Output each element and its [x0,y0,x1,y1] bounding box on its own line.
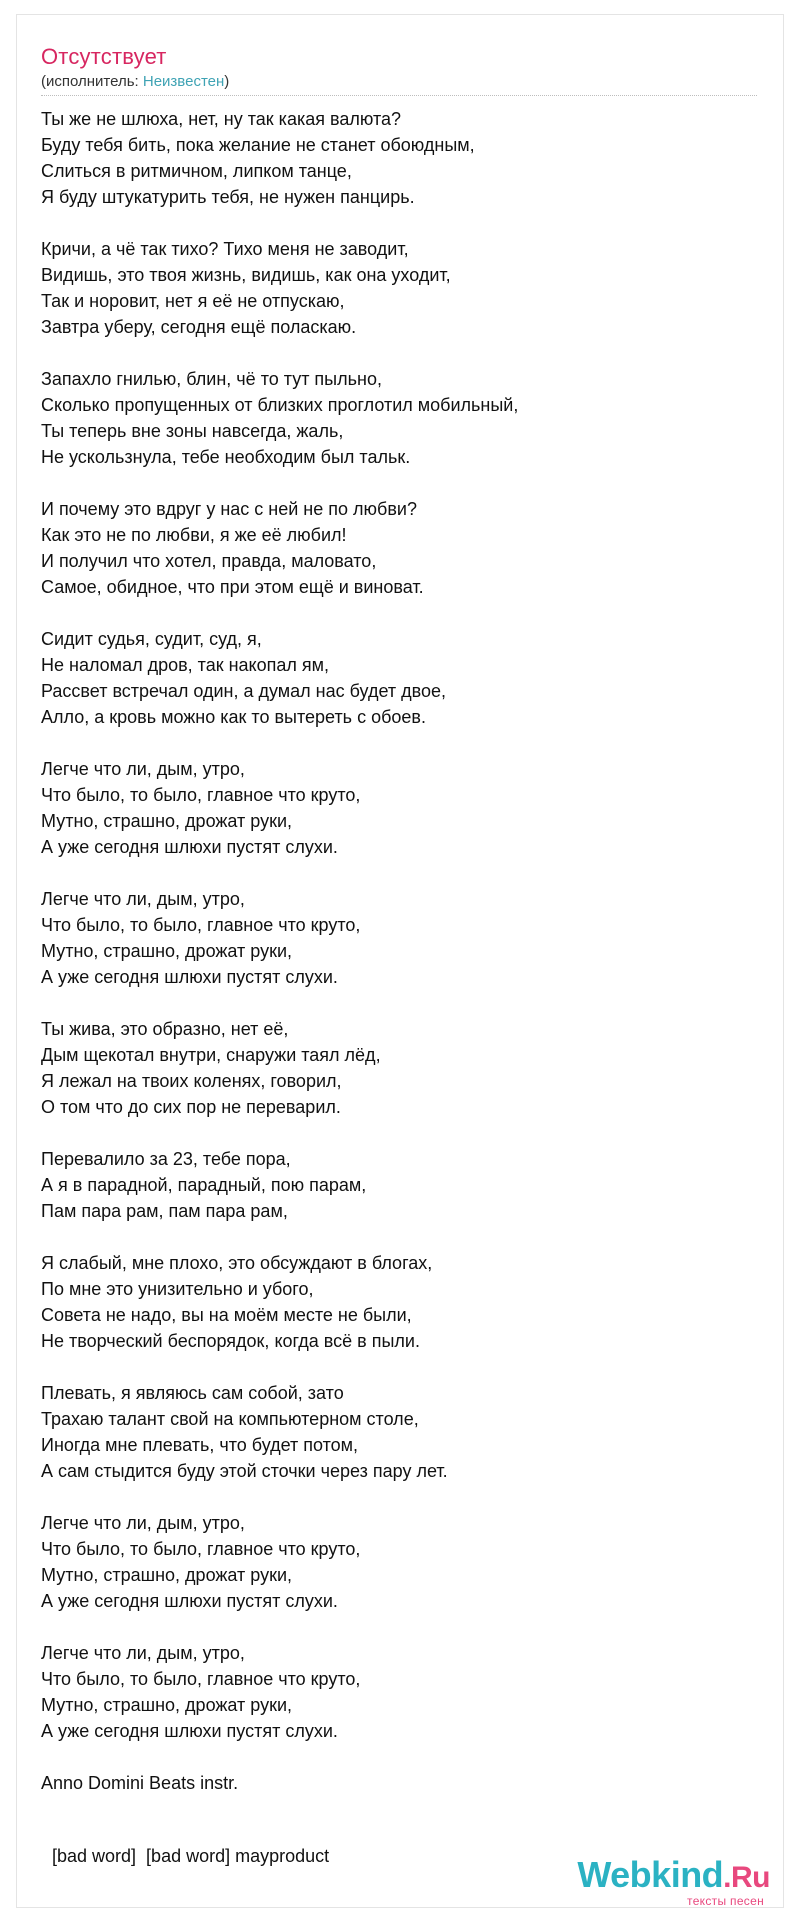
lyrics-line: Я лежал на твоих коленях, говорил, [41,1071,342,1091]
lyrics-line: Легче что ли, дым, утро, [41,1643,245,1663]
lyrics-stanza [41,1510,761,1614]
lyrics-line: А уже сегодня шлюхи пустят слухи. [41,967,338,987]
logo-wordmark [577,1854,770,1896]
lyrics-line: Буду тебя бить, пока желание не станет обоюдным, [41,135,475,155]
lyrics-line: Мутно, страшно, дрожат руки, [41,1565,293,1585]
artist-link[interactable]: Неизвестен [142,73,225,90]
lyrics-line: Мутно, страшно, дрожат руки, [41,811,293,831]
lyrics-line: Я слабый, мне плохо, это обсуждают в блогах, [41,1253,433,1273]
lyrics-line: Иногда мне плевать, что будет потом, [41,1435,359,1455]
footer-tags: [bad word] [bad word] mayproduct [47,1846,330,1866]
lyrics-line: А уже сегодня шлюхи пустят слухи. [41,1721,338,1741]
lyrics-line: Перевалило за 23, тебе пора, [41,1149,291,1169]
lyrics-line: Алло, а кровь можно как то вытереть с обоев. [41,707,426,727]
lyrics-line: Не творческий беспорядок, когда всё в пыли. [41,1331,420,1351]
lyrics-line: И получил что хотел, правда, маловато, [41,551,377,571]
lyrics-line: Легче что ли, дым, утро, [41,1513,245,1533]
lyrics-line: Ты жива, это образно, нет её, [41,1019,289,1039]
lyrics-line: Anno Domini Beats instr. [41,1773,239,1793]
lyrics-line: Видишь, это твоя жизнь, видишь, как она уходит, [41,265,451,285]
song-title: Отсутствует [41,44,167,69]
lyrics-line: Что было, то было, главное что круто, [41,1669,361,1689]
lyrics-stanza [41,236,761,340]
lyrics-line: Что было, то было, главное что круто, [41,915,361,935]
lyrics-stanza [41,366,761,470]
lyrics-line: Кричи, а чё так тихо? Тихо меня не заводит, [41,239,409,259]
lyrics-stanza [41,886,761,990]
lyrics-line: И почему это вдруг у нас с ней не по любви? [41,499,417,519]
lyrics-line: Я буду штукатурить тебя, не нужен панцирь. [41,187,415,207]
lyrics-line: Так и норовит, нет я её не отпускаю, [41,291,345,311]
logo-main-text: Webkind [577,1854,724,1895]
lyrics-line: А уже сегодня шлюхи пустят слухи. [41,837,338,857]
lyrics-stanza [41,1016,761,1120]
lyrics-line: Ты же не шлюха, нет, ну так какая валюта? [41,109,402,129]
lyrics-stanza [41,1640,761,1744]
lyrics-line: Совета не надо, вы на моём месте не были, [41,1305,412,1325]
lyrics-line: Как это не по любви, я же её любил! [41,525,347,545]
lyrics-line: Плевать, я являюсь сам собой, зато [41,1383,344,1403]
lyrics-line: Завтра уберу, сегодня ещё поласкаю. [41,317,357,337]
lyrics-stanza [41,106,761,210]
lyrics-line: А сам стыдится буду этой сточки через пару лет. [41,1461,448,1481]
lyrics-line: Не ускользнула, тебе необходим был тальк. [41,447,411,467]
artist-suffix: ) [224,73,230,90]
divider [41,95,757,96]
artist-prefix: (исполнитель: [41,73,143,90]
logo-tld: .Ru [723,1861,770,1894]
lyrics-line: Ты теперь вне зоны навсегда, жаль, [41,421,344,441]
lyrics-line: Трахаю талант свой на компьютерном столе, [41,1409,419,1429]
lyrics-line: Что было, то было, главное что круто, [41,1539,361,1559]
lyrics-body [41,106,761,1822]
artist-line [41,73,229,90]
lyrics-line: Слиться в ритмичном, липком танце, [41,161,352,181]
lyrics-stanza [41,1146,761,1224]
site-logo[interactable] [577,1854,770,1908]
lyrics-line: Мутно, страшно, дрожат руки, [41,1695,293,1715]
lyrics-line: О том что до сих пор не переварил. [41,1097,341,1117]
lyrics-line: По мне это унизительно и убого, [41,1279,314,1299]
lyrics-line: Пам пара рам, пам пара рам, [41,1201,288,1221]
lyrics-line: Сколько пропущенных от близких проглотил мобильный, [41,395,519,415]
lyrics-line: Не наломал дров, так накопал ям, [41,655,330,675]
lyrics-line: Сидит судья, судит, суд, я, [41,629,262,649]
lyrics-stanza [41,1770,761,1796]
lyrics-line: Запахло гнилью, блин, чё то тут пыльно, [41,369,382,389]
lyrics-line: Рассвет встречал один, а думал нас будет двое, [41,681,446,701]
lyrics-stanza [41,1380,761,1484]
lyrics-line: Легче что ли, дым, утро, [41,759,245,779]
lyrics-line: А я в парадной, парадный, пою парам, [41,1175,367,1195]
lyrics-line: Легче что ли, дым, утро, [41,889,245,909]
lyrics-line: Самое, обидное, что при этом ещё и виноват. [41,577,424,597]
lyrics-line: Дым щекотал внутри, снаружи таял лёд, [41,1045,381,1065]
lyrics-line: Что было, то было, главное что круто, [41,785,361,805]
logo-subtitle: тексты песен [687,1894,764,1908]
lyrics-stanza [41,496,761,600]
lyrics-line: Мутно, страшно, дрожат руки, [41,941,293,961]
lyrics-line: А уже сегодня шлюхи пустят слухи. [41,1591,338,1611]
lyrics-stanza [41,626,761,730]
lyrics-stanza [41,756,761,860]
lyrics-stanza [41,1250,761,1354]
